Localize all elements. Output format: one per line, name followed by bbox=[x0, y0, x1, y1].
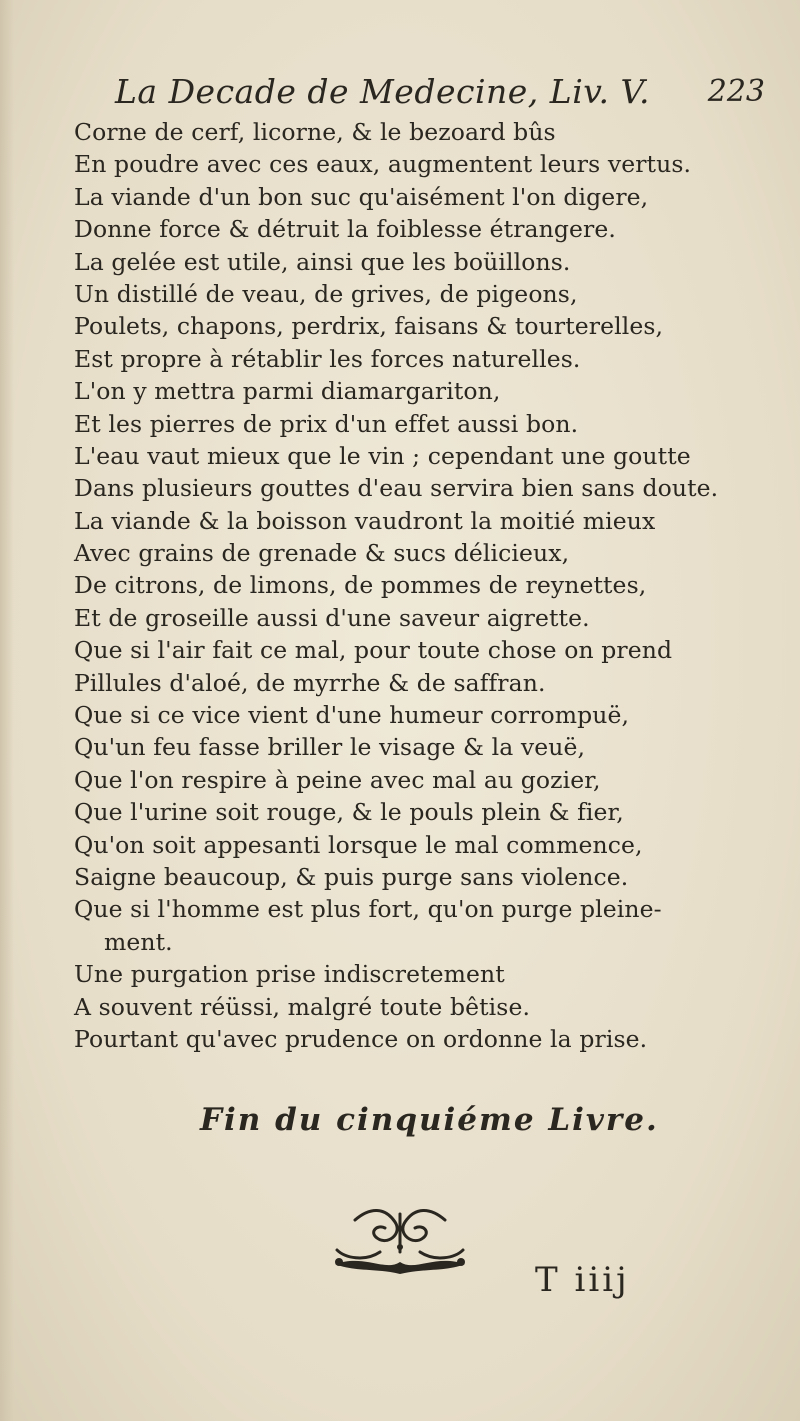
verse-line: Un distillé de veau, de grives, de pigeons, bbox=[74, 279, 578, 308]
page-edge-shadow bbox=[0, 0, 14, 1421]
verse-text bbox=[74, 116, 764, 1055]
verse-line: La gelée est utile, ainsi que les boüillons. bbox=[74, 247, 571, 276]
running-title: La Decade de Medecine, Liv. V. bbox=[115, 72, 651, 111]
verse-line: Que si ce vice vient d'une humeur corrompuë, bbox=[74, 701, 630, 730]
verse-line-continuation: ment. bbox=[104, 927, 173, 956]
verse-line: La viande d'un bon suc qu'aisément l'on digere, bbox=[74, 182, 649, 211]
verse-line: Une purgation prise indiscretement bbox=[74, 960, 505, 989]
verse-line: Et les pierres de prix d'un effet aussi bon. bbox=[74, 409, 579, 438]
verse-line: Que l'urine soit rouge, & le pouls plein & fier, bbox=[74, 798, 624, 827]
fleuron-ornament bbox=[325, 1202, 475, 1282]
verse-line: Donne force & détruit la foiblesse étrangere. bbox=[74, 215, 616, 244]
fin-heading: Fin du cinquiéme Livre. bbox=[200, 1102, 659, 1138]
verse-line: La viande & la boisson vaudront la moitié mieux bbox=[74, 506, 656, 535]
verse-line: Que l'on respire à peine avec mal au gozier, bbox=[74, 765, 601, 794]
verse-line: En poudre avec ces eaux, augmentent leurs vertus. bbox=[74, 150, 692, 179]
verse-line: Est propre à rétablir les forces naturelles. bbox=[74, 344, 581, 373]
signature-mark: T iiij bbox=[535, 1260, 630, 1300]
verse-line: Que si l'air fait ce mal, pour toute chose on prend bbox=[74, 636, 673, 665]
verse-line: Et de groseille aussi d'une saveur aigrette. bbox=[74, 603, 590, 632]
page-header bbox=[115, 72, 765, 118]
verse-line: Avec grains de grenade & sucs délicieux, bbox=[74, 539, 570, 568]
page-number: 223 bbox=[707, 74, 765, 109]
verse-line: A souvent réüssi, malgré toute bêtise. bbox=[74, 992, 531, 1021]
verse-line: Pillules d'aloé, de myrrhe & de saffran. bbox=[74, 668, 546, 697]
verse-line: Dans plusieurs gouttes d'eau servira bien sans doute. bbox=[74, 474, 719, 503]
verse-line: Qu'un feu fasse briller le visage & la veuë, bbox=[74, 733, 586, 762]
verse-line: De citrons, de limons, de pommes de reynettes, bbox=[74, 571, 647, 600]
verse-line: Corne de cerf, licorne, & le bezoard bûs bbox=[74, 118, 556, 146]
verse-line: Qu'on soit appesanti lorsque le mal commence, bbox=[74, 830, 643, 859]
verse-line: L'on y mettra parmi diamargariton, bbox=[74, 377, 501, 406]
verse-line: Poulets, chapons, perdrix, faisans & tourterelles, bbox=[74, 312, 664, 341]
verse-line: Saigne beaucoup, & puis purge sans violence. bbox=[74, 862, 629, 891]
verse-line: Que si l'homme est plus fort, qu'on purge pleine- bbox=[74, 895, 662, 924]
verse-line: Pourtant qu'avec prudence on ordonne la prise. bbox=[74, 1024, 648, 1053]
verse-line: L'eau vaut mieux que le vin ; cependant une goutte bbox=[74, 441, 691, 470]
